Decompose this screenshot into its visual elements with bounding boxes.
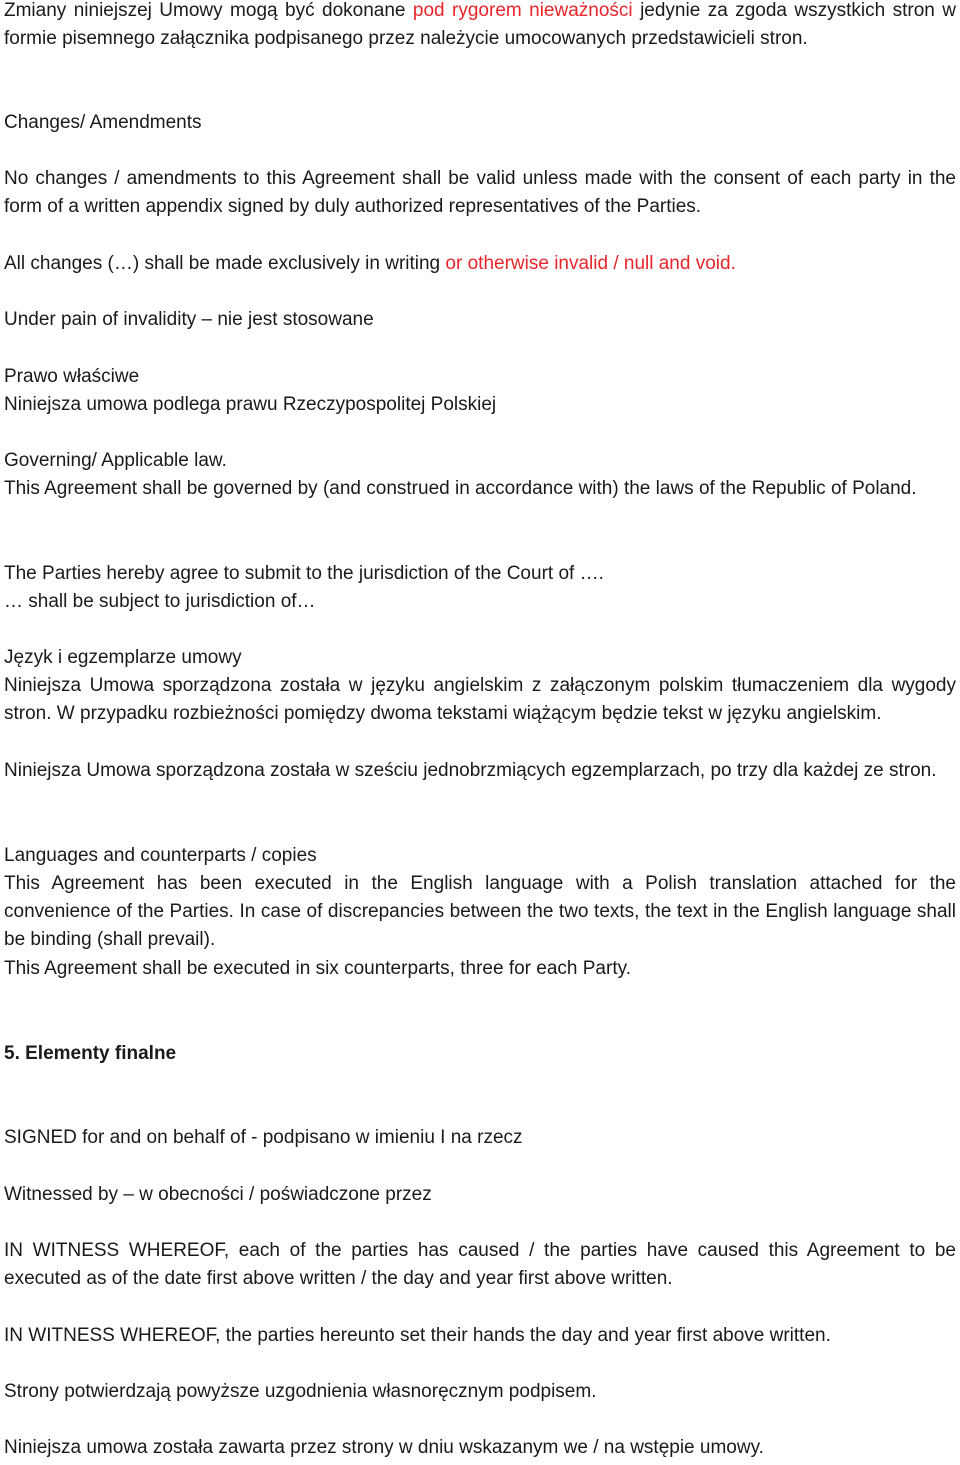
amendments-english-paragraph: No changes / amendments to this Agreement shall be valid unless made with the consent of each party in the form of a written appendix signed by duly authorized representatives of the Parties. [4, 168, 956, 218]
invalidity-note: Under pain of invalidity – nie jest stosowane [4, 309, 374, 330]
amendments-polish-paragraph [4, 0, 956, 53]
text-span: Zmiany niniejszej Umowy mogą być dokonane [4, 0, 413, 21]
jurisdiction-text: The Parties hereby agree to submit to the jurisdiction of the Court of …. [4, 563, 604, 584]
section-heading: 5. Elementy finalne [4, 1043, 177, 1064]
governing-law-english-text: This Agreement shall be governed by (and construed in accordance with) the laws of the Republic of Poland. [4, 478, 917, 499]
highlighted-text: or otherwise invalid / null and void. [445, 253, 736, 274]
witness-whereof-paragraph: IN WITNESS WHEREOF, each of the parties has caused / the parties have caused this Agreement to be executed as of the date first above written / the day and year first above written. [4, 1240, 956, 1290]
witness-whereof-short: IN WITNESS WHEREOF, the parties hereunto set their hands the day and year first above written. [4, 1325, 831, 1346]
changes-amendments-heading: Changes/ Amendments [4, 112, 202, 133]
governing-law-english-heading: Governing/ Applicable law. [4, 450, 227, 471]
highlighted-text: pod rygorem nieważności [412, 0, 633, 21]
governing-law-polish-heading: Prawo właściwe [4, 366, 140, 387]
language-english-text: This Agreement has been executed in the English language with a Polish translation attached for the convenience of the Parties. In case of discrepancies between the two texts, the text in the English language shall be binding (shall prevail). [4, 873, 956, 951]
signed-line: SIGNED for and on behalf of - podpisano w imieniu I na rzecz [4, 1127, 523, 1148]
text-span: All changes (…) shall be made exclusively in writing [4, 253, 446, 274]
language-polish-heading: Język i egzemplarze umowy [4, 647, 242, 668]
language-polish-text: Niniejsza Umowa sporządzona została w języku angielskim z załączonym polskim tłumaczeniem dla wygody stron. W przypadku rozbieżności pomiędzy dwoma tekstami wiążącym będzie tekst w języku angielskim. [4, 675, 956, 725]
text-span: jedynie za zgoda wszystkich stron w formie pisemnego załącznika podpisanego przez należycie umocowanych przedstawicieli stron. [4, 0, 956, 50]
agreement-concluded: Niniejsza umowa została zawarta przez strony w dniu wskazanym we / na wstępie umowy. [4, 1437, 764, 1458]
language-english-heading: Languages and counterparts / copies [4, 845, 317, 866]
all-changes-paragraph [4, 250, 956, 278]
witnessed-line: Witnessed by – w obecności / poświadczone przez [4, 1184, 432, 1205]
counterparts-polish-text: Niniejsza Umowa sporządzona została w sześciu jednobrzmiących egzemplarzach, po trzy dla każdej ze stron. [4, 760, 937, 781]
signature-confirmation: Strony potwierdzają powyższe uzgodnienia własnoręcznym podpisem. [4, 1381, 597, 1402]
counterparts-english-text: This Agreement shall be executed in six counterparts, three for each Party. [4, 958, 631, 979]
jurisdiction-alt-text: … shall be subject to jurisdiction of… [4, 591, 316, 612]
governing-law-polish-text: Niniejsza umowa podlega prawu Rzeczypospolitej Polskiej [4, 394, 497, 415]
